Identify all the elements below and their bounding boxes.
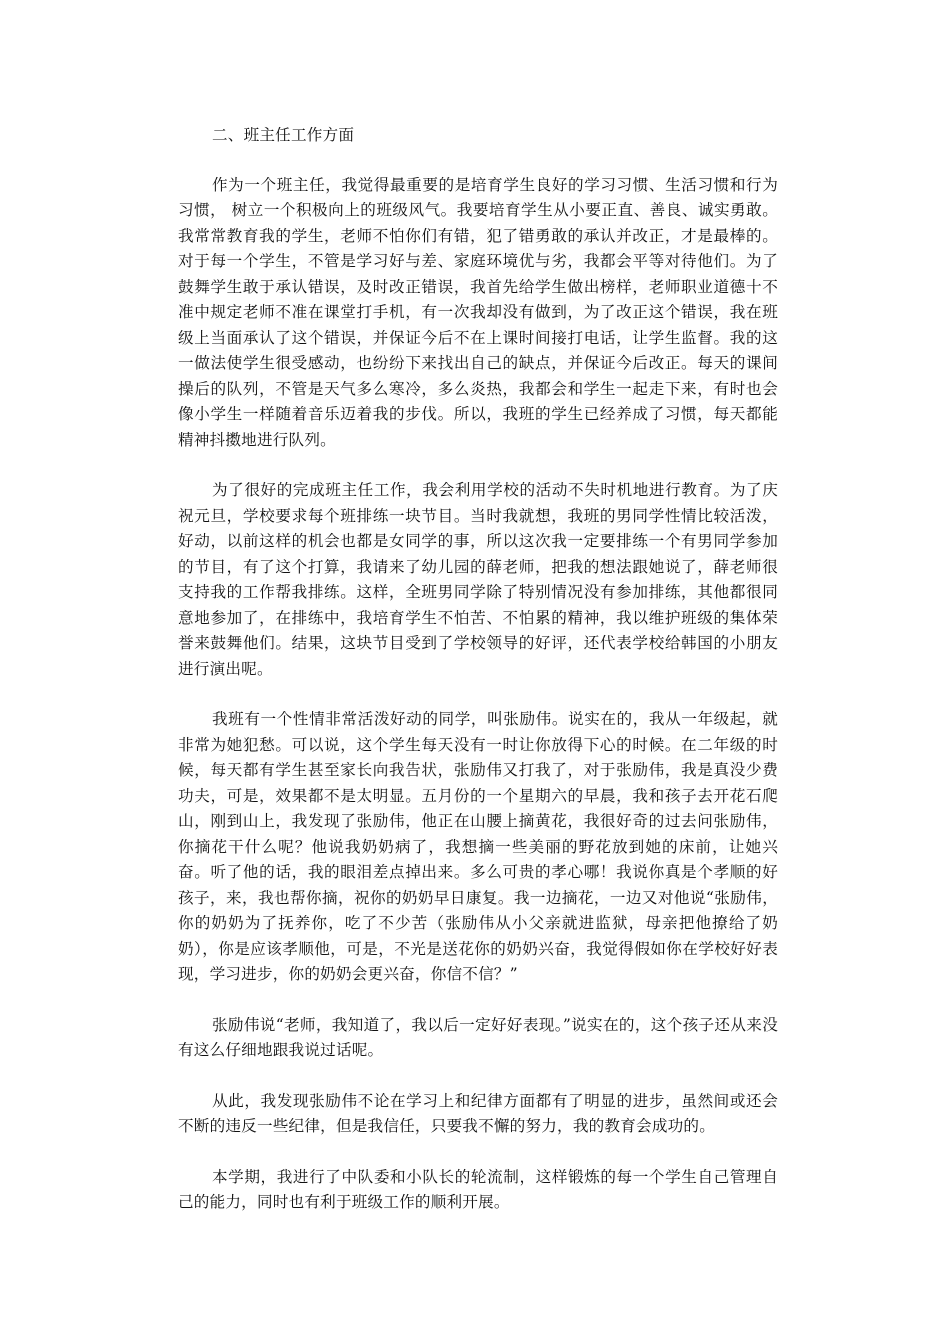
paragraph-student-story: 我班有一个性情非常活泼好动的同学，叫张励伟。说实在的，我从一年级起，就非常为她犯愁。可以说，这个学生每天没有一时让你放得下心的时候。在二年级的时候，每天都有学生甚至家长向我告状，张励伟又打我了，对于张励伟，我是真没少费功夫，可是，效果都不是太明显。五月份的一个星期六的早晨，我和孩子去开花石爬山，刚到山上，我发现了张励伟，他正在山腰上摘黄花，我很好奇的过去问张励伟，你摘花干什么呢？他说我奶奶病了，我想摘一些美丽的野花放到她的床前，让她兴奋。听了他的话，我的眼泪差点掉出来。多么可贵的孝心哪！我说你真是个孝顺的好孩子，来，我也帮你摘，祝你的奶奶早日康复。我一边摘花，一边又对他说“张励伟，你的奶奶为了抚养你，吃了不少苦（张励伟从小父亲就进监狱，母亲把他撩给了奶奶），你是应该孝顺他，可是，不光是送花你的奶奶兴奋，我觉得假如你在学校好好表现，学习进步，你的奶奶会更兴奋，你信不信？”: [178, 710, 778, 983]
paragraph-student-reply: 张励伟说“老师，我知道了，我以后一定好好表现。”说实在的，这个孩子还从来没有这么仔细地跟我说过话呢。: [178, 1015, 778, 1059]
document-body: [178, 123, 778, 1241]
paragraph-habits: 作为一个班主任，我觉得最重要的是培育学生良好的学习习惯、生活习惯和行为习惯， 树立一个积极向上的班级风气。我要培育学生从小要正直、善良、诚实勇敢。我常常教育我的学生，老师不怕你们有错，犯了错勇敢的承认并改正，才是最棒的。对于每一个学生，不管是学习好与差、家庭环境优与劣，我都会平等对待他们。为了鼓舞学生敢于承认错误，及时改正错误，我首先给学生做出榜样，老师职业道德十不准中规定老师不准在课堂打手机，有一次我却没有做到，为了改正这个错误，我在班 级上当面承认了这个错误，并保证今后不在上课时间接打电话，让学生监督。我的这一做法使学生很受感动，也纷纷下来找出自己的缺点，并保证今后改正。每天的课间操后的队列，不管是天气多么寒冷，多么炎热，我都会和学生一起走下来，有时也会像小学生一样随着音乐迈着我的步伐。所以，我班的学生已经养成了习惯，每天都能精神抖擞地进行队列。: [178, 175, 778, 449]
section-heading: 二、班主任工作方面: [212, 126, 355, 144]
paragraph-progress: 从此，我发现张励伟不论在学习上和纪律方面都有了明显的进步，虽然间或还会不断的违反一些纪律，但是我信任，只要我不懈的努力，我的教育会成功的。: [178, 1091, 778, 1135]
paragraph-rotation: 本学期，我进行了中队委和小队长的轮流制，这样锻炼的每一个学生自己管理自己的能力，同时也有利于班级工作的顺利开展。: [178, 1167, 778, 1211]
paragraph-new-year-program: 为了很好的完成班主任工作，我会利用学校的活动不失时机地进行教育。为了庆祝元旦，学校要求每个班排练一块节目。当时我就想，我班的男同学性情比较活泼，好动，以前这样的机会也都是女同学的事，所以这次我一定要排练一个有男同学参加的节目，有了这个打算，我请来了幼儿园的薛老师，把我的想法跟她说了，薛老师很支持我的工作帮我排练。这样，全班男同学除了特别情况没有参加排练，其他都很同意地参加了，在排练中，我培育学生不怕苦、不怕累的精神，我以维护班级的集体荣誉来鼓舞他们。结果，这块节目受到了学校领导的好评，还代表学校给韩国的小朋友进行演出呢。: [178, 481, 778, 678]
